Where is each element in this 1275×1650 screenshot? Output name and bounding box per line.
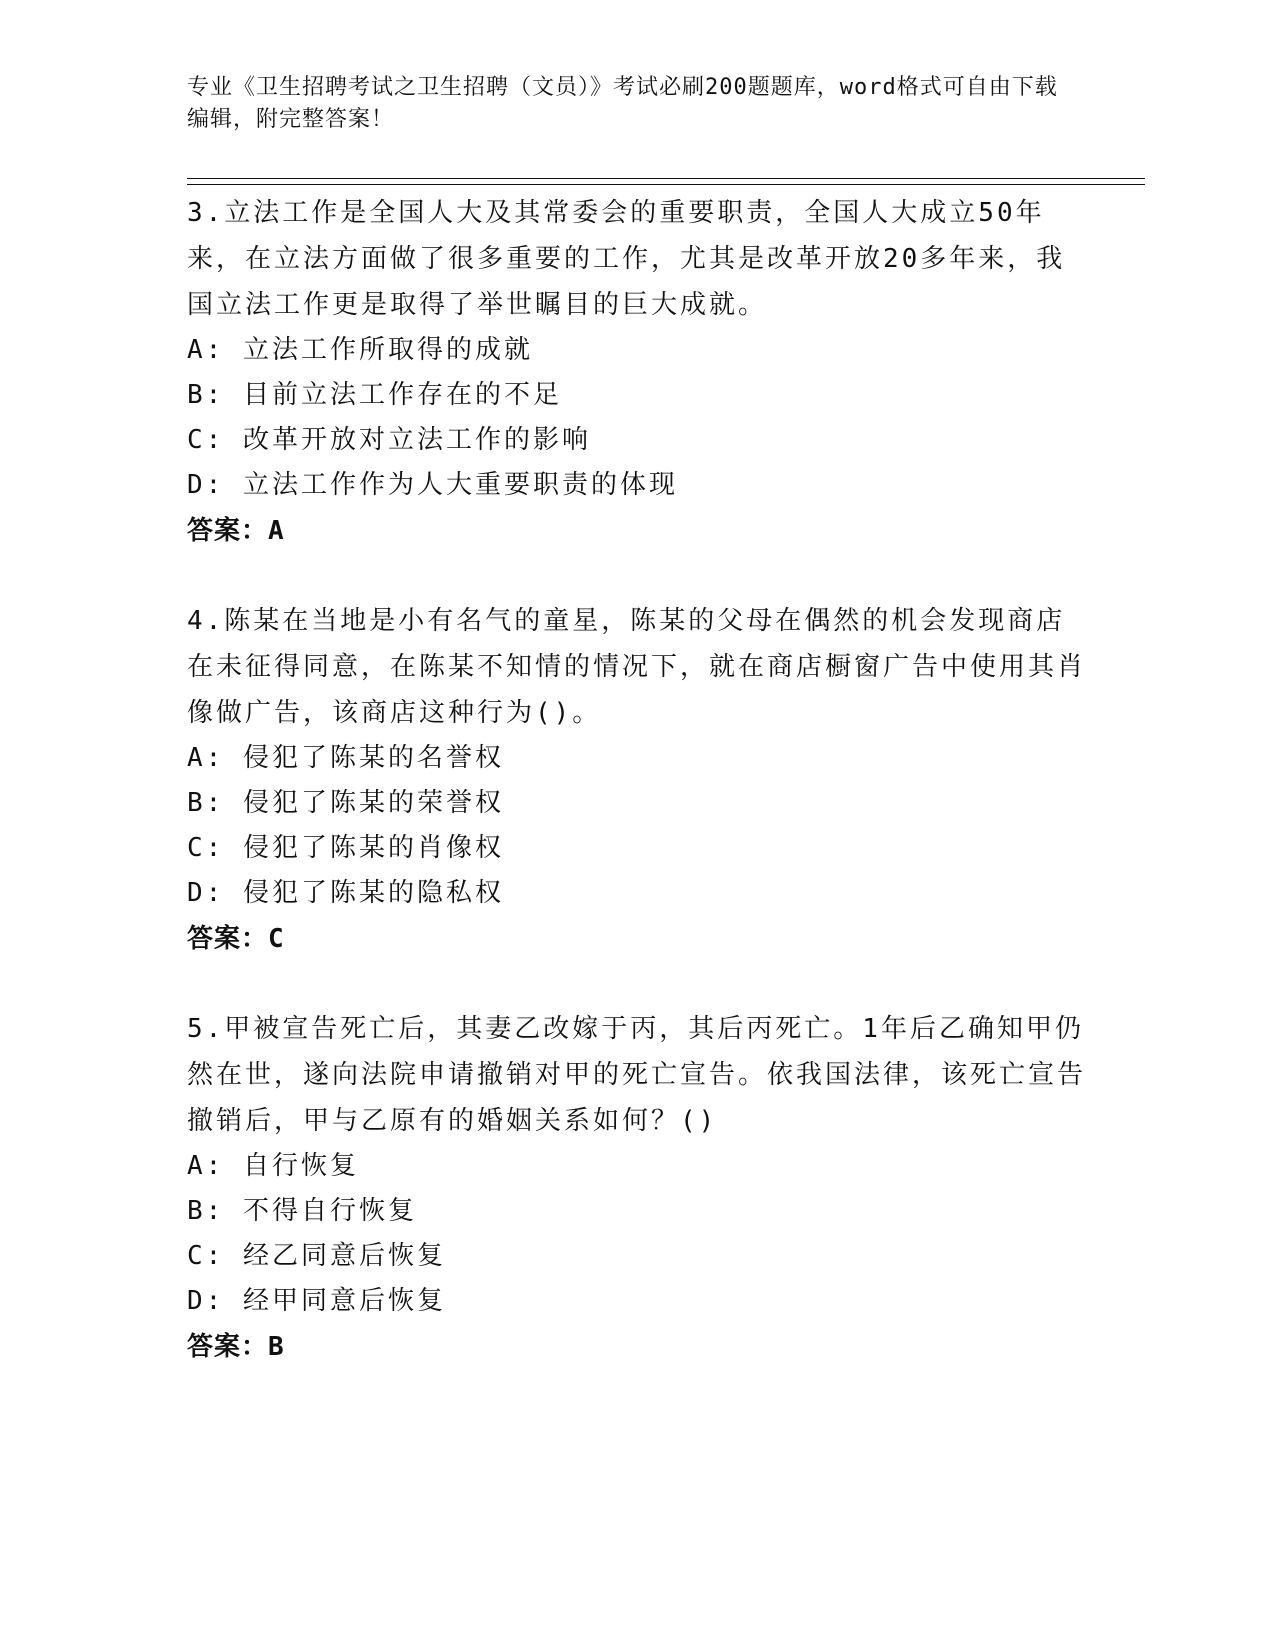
question-stem: 3.立法工作是全国人大及其常委会的重要职责，全国人大成立50年来，在立法方面做了很多重要的工作，尤其是改革开放20多年来，我国立法工作更是取得了举世瞩目的巨大成就。 <box>187 198 1066 320</box>
option-b: B: 侵犯了陈某的荣誉权 <box>187 788 504 818</box>
question-3 <box>187 190 1087 554</box>
option-c: C: 改革开放对立法工作的影响 <box>187 425 591 455</box>
option-c: C: 侵犯了陈某的肖像权 <box>187 833 504 863</box>
option-a: A: 侵犯了陈某的名誉权 <box>187 743 504 773</box>
question-stem: 4.陈某在当地是小有名气的童星，陈某的父母在偶然的机会发现商店在未征得同意，在陈某不知情的情况下，就在商店橱窗广告中使用其肖像做广告，该商店这种行为()。 <box>187 606 1087 728</box>
question-5 <box>187 1006 1087 1370</box>
option-a: A: 自行恢复 <box>187 1151 359 1181</box>
option-b: B: 不得自行恢复 <box>187 1196 417 1226</box>
option-a: A: 立法工作所取得的成就 <box>187 335 533 365</box>
answer-label: 答案：A <box>187 516 285 546</box>
header-divider-bottom <box>187 184 1145 185</box>
header-divider-top <box>187 178 1145 179</box>
question-stem: 5.甲被宣告死亡后，其妻乙改嫁于丙，其后丙死亡。1年后乙确知甲仍然在世，遂向法院申请撤销对甲的死亡宣告。依我国法律，该死亡宣告撤销后，甲与乙原有的婚姻关系如何？() <box>187 1014 1087 1136</box>
option-d: D: 经甲同意后恢复 <box>187 1286 446 1316</box>
answer-label: 答案：C <box>187 924 285 954</box>
document-header: 专业《卫生招聘考试之卫生招聘（文员）》考试必刷200题题库，word格式可自由下载编辑，附完整答案！ <box>187 75 1058 132</box>
option-d: D: 侵犯了陈某的隐私权 <box>187 878 504 908</box>
answer-label: 答案：B <box>187 1332 285 1362</box>
option-c: C: 经乙同意后恢复 <box>187 1241 446 1271</box>
option-d: D: 立法工作作为人大重要职责的体现 <box>187 470 678 500</box>
question-4 <box>187 598 1087 962</box>
option-b: B: 目前立法工作存在的不足 <box>187 380 562 410</box>
